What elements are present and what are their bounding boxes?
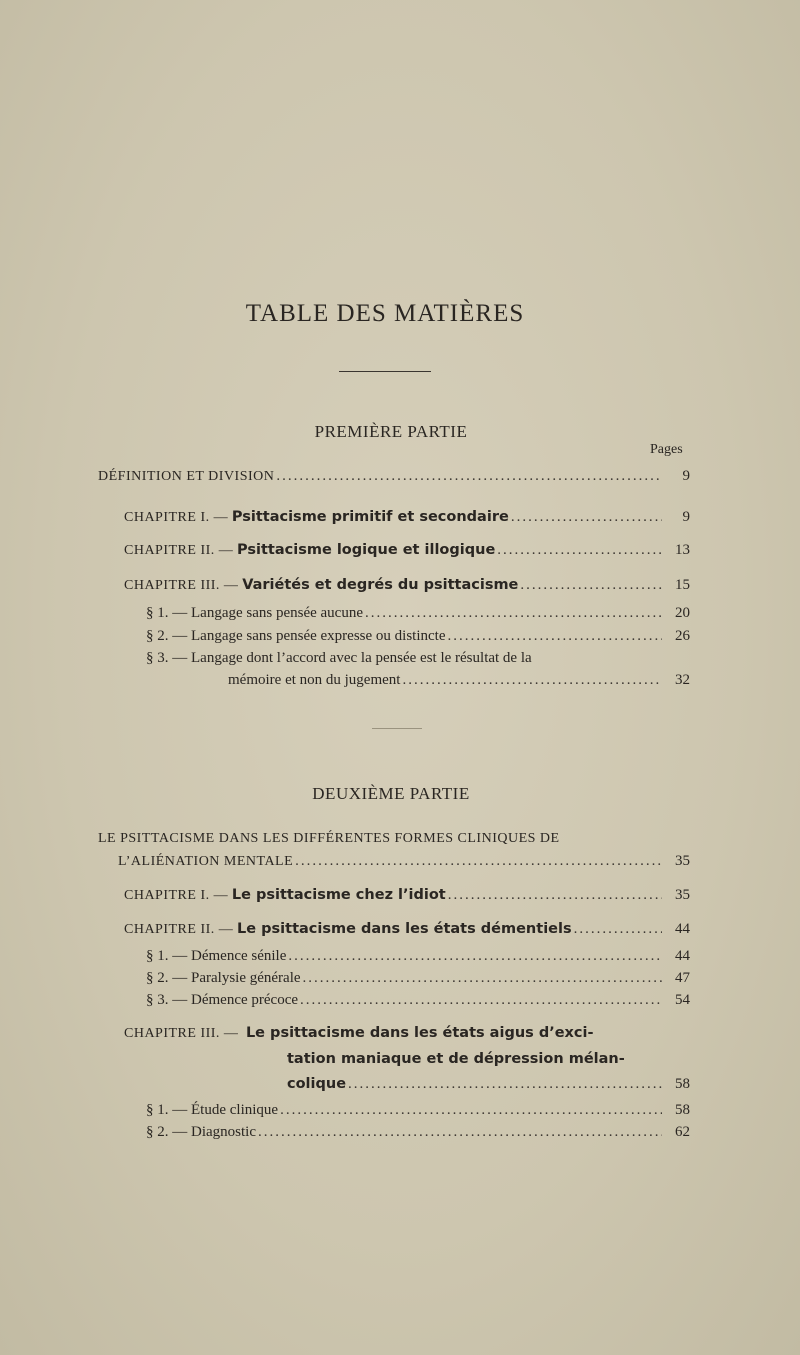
dot-leader — [520, 574, 662, 596]
dot-leader — [402, 669, 662, 691]
pages-label: Pages — [650, 442, 683, 457]
page-number: 20 — [675, 605, 690, 621]
section-label: § 1. — Étude clinique — [146, 1102, 279, 1118]
toc-section-1 — [146, 945, 690, 967]
toc-chapter-3 — [124, 1022, 690, 1095]
chapter-prefix: CHAPITRE III. — — [124, 1026, 239, 1041]
page-number: 54 — [675, 992, 690, 1008]
chapter-title: Psittacisme primitif et secondaire — [231, 509, 509, 525]
chapter-title: Le psittacisme dans les états démentiels — [237, 921, 572, 937]
page-number: 58 — [675, 1076, 690, 1092]
toc-chapter-1 — [124, 884, 690, 907]
dot-leader — [280, 1099, 662, 1121]
chapter-prefix: CHAPITRE III. — — [124, 578, 239, 593]
dot-leader — [574, 918, 662, 940]
toc-section-2 — [146, 625, 690, 647]
chapter-title: Variétés et degrés du psittacisme — [242, 577, 519, 593]
dot-leader — [288, 945, 662, 967]
section-label-line2: mémoire et non du jugement — [228, 672, 401, 688]
toc-entry-definition — [98, 465, 690, 488]
dot-leader — [511, 506, 662, 528]
title-rule — [339, 371, 431, 372]
section-label: § 2. — Langage sans pensée expresse ou distincte — [146, 628, 446, 644]
dot-leader — [448, 625, 663, 647]
entry-label: DÉFINITION ET DIVISION — [98, 469, 275, 484]
section-label: § 1. — Démence sénile — [146, 948, 287, 964]
entry-label-line2: L’ALIÉNATION MENTALE — [118, 854, 294, 869]
toc-chapter-2 — [124, 539, 690, 562]
entry-label-line1: LE PSITTACISME DANS LES DIFFÉRENTES FORMES CLINIQUES DE — [98, 831, 560, 846]
page-number: 9 — [682, 509, 690, 525]
toc-section-3 — [146, 989, 690, 1011]
chapter-title: Le psittacisme chez l’idiot — [231, 887, 446, 903]
chapter-prefix: CHAPITRE I. — — [124, 510, 229, 525]
chapter-prefix: CHAPITRE I. — — [124, 888, 229, 903]
toc-section-2 — [146, 967, 690, 989]
part1-heading: PREMIÈRE PARTIE — [314, 422, 468, 441]
part2-heading: DEUXIÈME PARTIE — [312, 784, 470, 803]
toc-section-3 — [146, 647, 690, 691]
toc-section-1 — [146, 1099, 690, 1121]
toc-entry-intro — [98, 828, 690, 873]
dot-leader — [300, 989, 662, 1011]
page-number: 44 — [675, 921, 690, 937]
chapter-title-line3: colique — [287, 1076, 347, 1092]
page-number: 13 — [675, 542, 690, 558]
page-number: 15 — [675, 577, 690, 593]
dot-leader — [303, 967, 662, 989]
page-number: 62 — [675, 1124, 690, 1140]
part-separator — [372, 728, 422, 729]
page-number: 26 — [675, 628, 690, 644]
dot-leader — [348, 1073, 662, 1095]
dot-leader — [258, 1121, 662, 1143]
page-title: TABLE DES MATIÈRES — [245, 300, 525, 327]
chapter-title-line2: tation maniaque et de dépression mélan- — [287, 1051, 625, 1067]
dot-leader — [497, 539, 662, 561]
toc-chapter-2 — [124, 918, 690, 941]
chapter-prefix: CHAPITRE II. — — [124, 543, 234, 558]
dot-leader — [365, 602, 662, 624]
page-number: 9 — [682, 468, 690, 484]
dot-leader — [276, 465, 662, 487]
dot-leader — [295, 850, 662, 872]
chapter-prefix: CHAPITRE II. — — [124, 922, 234, 937]
section-label: § 3. — Démence précoce — [146, 992, 299, 1008]
page-number: 47 — [675, 970, 690, 986]
section-label: § 2. — Paralysie générale — [146, 970, 301, 986]
section-label-line1: § 3. — Langage dont l’accord avec la pensée est le résultat de la — [146, 650, 532, 666]
page-number: 58 — [675, 1102, 690, 1118]
toc-section-2 — [146, 1121, 690, 1143]
page-number: 35 — [675, 853, 690, 869]
chapter-title-line1: Le psittacisme dans les états aigus d’exci- — [245, 1025, 594, 1041]
dot-leader — [448, 884, 662, 906]
toc-section-1 — [146, 602, 690, 624]
section-label: § 1. — Langage sans pensée aucune — [146, 605, 364, 621]
page-number: 32 — [675, 672, 690, 688]
page-number: 35 — [675, 887, 690, 903]
page-number: 44 — [675, 948, 690, 964]
chapter-title: Psittacisme logique et illogique — [237, 542, 496, 558]
section-label: § 2. — Diagnostic — [146, 1124, 256, 1140]
toc-chapter-1 — [124, 506, 690, 529]
toc-chapter-3 — [124, 574, 690, 597]
